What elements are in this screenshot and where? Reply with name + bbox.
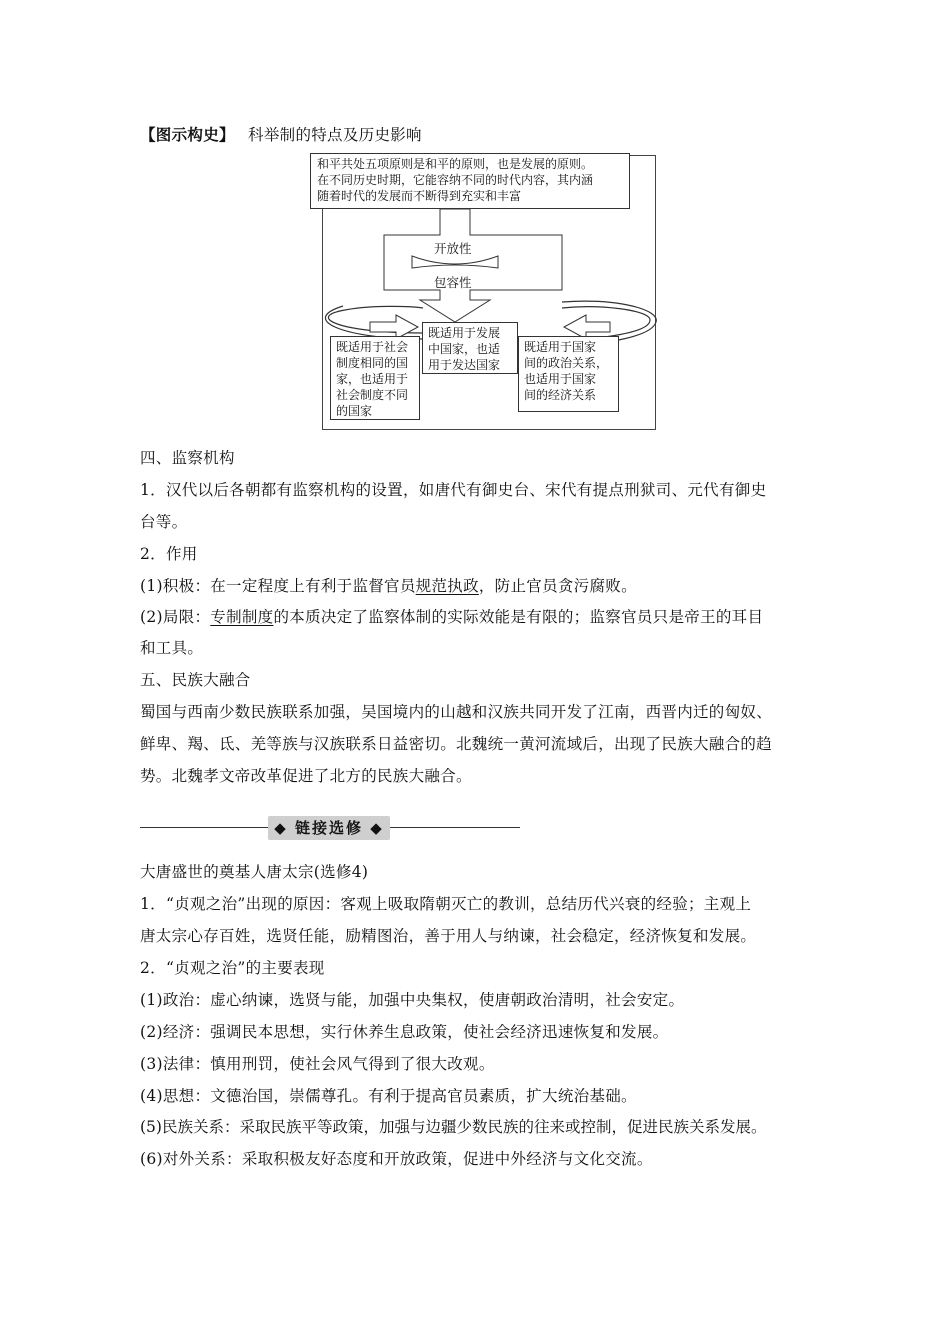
section4-p4-line2: 和工具。 xyxy=(140,639,204,657)
figure-heading: 【图示构史】 xyxy=(140,125,235,144)
link-rule-right xyxy=(390,827,520,828)
section4-p3-pre: (1)积极：在一定程度上有利于监督官员 xyxy=(140,577,416,595)
left-box-line-1: 既适用于社会 xyxy=(336,340,409,354)
section5-line3: 势。北魏孝文帝改革促进了北方的民族大融合。 xyxy=(140,767,472,785)
section4-p3 xyxy=(140,576,637,596)
top-box-line-1: 和平共处五项原则是和平的原则，也是发展的原则。 xyxy=(317,157,594,171)
section5-line2: 鲜卑、羯、氐、羌等族与汉族联系日益密切。北魏统一黄河流域后，出现了民族大融合的趋 xyxy=(140,735,773,753)
section4-p4 xyxy=(140,607,763,627)
middle-box-line-2: 中国家，也适 xyxy=(428,342,501,356)
diagram-left-box xyxy=(330,336,420,420)
section4-p3-post: ，防止官员贪污腐败。 xyxy=(478,577,637,595)
link-elective-tag: ◆ 链接选修 ◆ xyxy=(268,816,390,840)
right-box-line-3: 也适用于国家 xyxy=(524,372,597,386)
elective-item-4: (4)思想：文德治国，崇儒尊孔。有利于提高官员素质，扩大统治基础。 xyxy=(140,1087,637,1105)
elective-p1-line1: 1．“贞观之治”出现的原因：客观上吸取隋朝灭亡的教训，总结历代兴衰的经验；主观上 xyxy=(140,895,752,913)
elective-p1-line2: 唐太宗心存百姓，选贤任能，励精图治，善于用人与纳谏，社会稳定，经济恢复和发展。 xyxy=(140,927,757,945)
elective-item-2: (2)经济：强调民本思想，实行休养生息政策，使社会经济迅速恢复和发展。 xyxy=(140,1023,669,1041)
diagram-right-box xyxy=(518,336,619,412)
elective-title: 大唐盛世的奠基人唐太宗(选修4) xyxy=(140,863,369,881)
section4-p4-pre: (2)局限： xyxy=(140,608,211,626)
left-box-line-2: 制度相同的国 xyxy=(336,356,409,370)
link-rule-left xyxy=(140,827,268,828)
section4-p2: 2．作用 xyxy=(140,545,198,563)
left-box-line-3: 家，也适用于 xyxy=(336,372,409,386)
elective-item-5: (5)民族关系：采取民族平等政策，加强与边疆少数民族的往来或控制，促进民族关系发展。 xyxy=(140,1118,767,1136)
section4-p4-post: 的本质决定了监察体制的实际效能是有限的；监察官员只是帝王的耳目 xyxy=(273,608,764,626)
figure-header xyxy=(140,125,422,145)
left-box-line-4: 社会制度不同 xyxy=(336,388,409,402)
section4-p3-underlined: 规范执政 xyxy=(415,577,479,595)
diagram-top-box xyxy=(310,153,630,209)
section5-line1: 蜀国与西南少数民族联系加强，吴国境内的山越和汉族共同开发了江南，西晋内迁的匈奴、 xyxy=(140,703,773,721)
middle-box-line-3: 用于发达国家 xyxy=(428,358,501,372)
figure-title: 科举制的特点及历史影响 xyxy=(248,126,422,144)
middle-box-line-1: 既适用于发展 xyxy=(428,326,501,340)
section4-p1-line1: 1．汉代以后各朝都有监察机构的设置，如唐代有御史台、宋代有提点刑狱司、元代有御史 xyxy=(140,481,767,499)
right-box-line-2: 间的政治关系， xyxy=(524,356,609,370)
section4-heading: 四、监察机构 xyxy=(140,449,235,467)
diagram-middle-box xyxy=(422,322,518,374)
openness-label: 开放性 xyxy=(434,241,472,256)
elective-item-6: (6)对外关系：采取积极友好态度和开放政策，促进中外经济与文化交流。 xyxy=(140,1150,653,1168)
section4-p4-underlined: 专制制度 xyxy=(210,608,274,626)
left-box-line-5: 的国家 xyxy=(336,404,373,418)
right-box-line-4: 间的经济关系 xyxy=(524,388,597,402)
top-box-line-2: 在不同历史时期，它能容纳不同的时代内容，其内涵 xyxy=(317,173,594,187)
right-box-line-1: 既适用于国家 xyxy=(524,340,597,354)
elective-item-1: (1)政治：虚心纳谏，选贤与能，加强中央集权，使唐朝政治清明，社会安定。 xyxy=(140,991,685,1009)
elective-p2: 2．“贞观之治”的主要表现 xyxy=(140,959,325,977)
top-box-line-3: 随着时代的发展而不断得到充实和丰富 xyxy=(317,189,522,203)
section5-heading: 五、民族大融合 xyxy=(140,671,251,689)
elective-item-3: (3)法律：慎用刑罚，使社会风气得到了很大改观。 xyxy=(140,1055,495,1073)
section4-p1-line2: 台等。 xyxy=(140,513,188,531)
inclusiveness-label: 包容性 xyxy=(434,275,472,290)
